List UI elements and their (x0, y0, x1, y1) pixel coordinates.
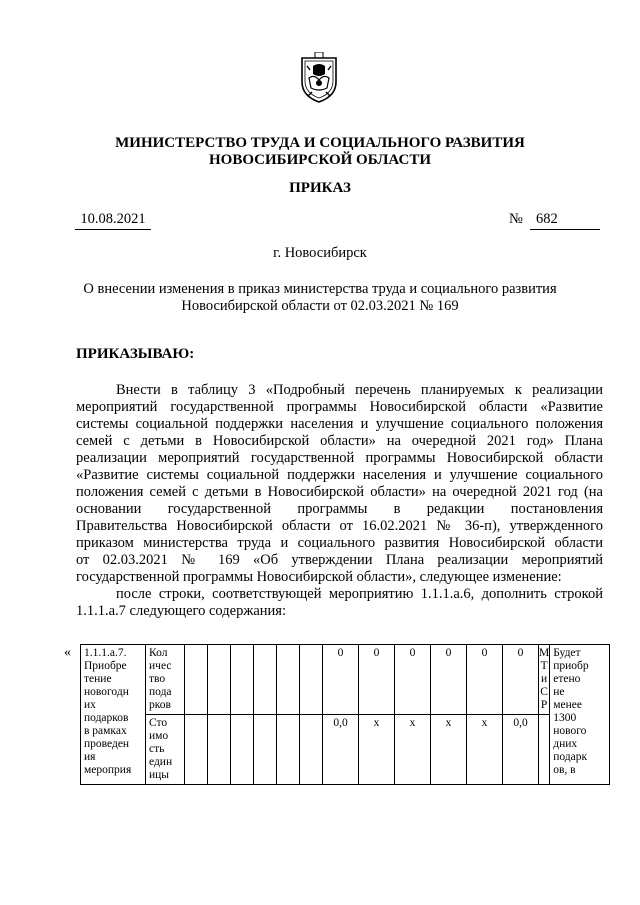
body-line: реализации мероприятий государственной программы Новосибирской области (76, 450, 603, 466)
indicator-cell: Кол ичес тво пода рков (146, 645, 185, 715)
value-cell: х (467, 715, 503, 785)
body-line: «Развитие системы социальной поддержки населения и улучшение социального (76, 467, 603, 483)
order-date: 10.08.2021 (75, 211, 151, 230)
empty-cell (208, 645, 231, 715)
value-cell: х (431, 715, 467, 785)
body-line: семей с детьми в Новосибирской области» на очередной 2021 год» Плана (76, 433, 603, 449)
body-line: государственной программы Новосибирской области», следующее изменение: (76, 569, 562, 585)
table-row (81, 645, 610, 715)
decree-word: ПРИКАЗЫВАЮ: (76, 346, 195, 362)
value-cell: 0 (467, 645, 503, 715)
empty-cell (185, 715, 208, 785)
table-row (81, 715, 610, 785)
value-cell: 0 (323, 645, 359, 715)
body-line: 1.1.1.а.7 следующего содержания: (76, 603, 287, 619)
executor-cell: М Т и С Р (539, 645, 550, 715)
body-line: основании государственной программы в редакции постановления (76, 501, 603, 517)
body-line: Правительства Новосибирской области от 16.02.2021 № 36-п), утвержденного (76, 518, 603, 534)
measure-name-cell: 1.1.1.а.7. Приобре тение новогодн их подарков в рамках проведен ия мероприя (81, 645, 146, 785)
value-cell: 0 (503, 645, 539, 715)
empty-cell (300, 645, 323, 715)
body-line: мероприятий государственной программы Новосибирской области «Развитие (76, 399, 603, 415)
body-line: от 02.03.2021 № 169 «Об утверждении Плана реализации мероприятий (76, 552, 603, 568)
empty-cell (539, 715, 550, 785)
indicator-cell: Сто имо сть един ицы (146, 715, 185, 785)
value-cell: х (359, 715, 395, 785)
city: г. Новосибирск (273, 245, 367, 261)
value-cell: 0,0 (503, 715, 539, 785)
document-type: ПРИКАЗ (289, 180, 351, 196)
subject-line2: Новосибирской области от 02.03.2021 № 169 (181, 298, 459, 314)
value-cell: 0 (431, 645, 467, 715)
empty-cell (208, 715, 231, 785)
body-line: после строки, соответствующей мероприятию 1.1.1.а.6, дополнить строкой (116, 586, 603, 602)
coat-of-arms-emblem (298, 52, 340, 104)
subject-line1: О внесении изменения в приказ министерства труда и социального развития (83, 281, 557, 297)
number-sign: № (509, 211, 523, 227)
value-cell: 0,0 (323, 715, 359, 785)
ministry-name-line1: МИНИСТЕРСТВО ТРУДА И СОЦИАЛЬНОГО РАЗВИТИЯ (115, 135, 525, 151)
empty-cell (277, 715, 300, 785)
ministry-name-line2: НОВОСИБИРСКОЙ ОБЛАСТИ (208, 152, 432, 168)
empty-cell (231, 715, 254, 785)
table-open-quote: « (64, 645, 71, 660)
empty-cell (231, 645, 254, 715)
order-number: 682 (530, 211, 600, 230)
body-line: положения семей с детьми в Новосибирской области» на очередной 2021 год (на (76, 484, 603, 500)
result-cell: Будет приобр етено не менее 1300 нового дних подарк ов, в (550, 645, 610, 785)
empty-cell (254, 715, 277, 785)
empty-cell (277, 645, 300, 715)
value-cell: х (395, 715, 431, 785)
empty-cell (185, 645, 208, 715)
body-line: приказом министерства труда и социального развития Новосибирской области (76, 535, 603, 551)
body-line: Внести в таблицу 3 «Подробный перечень планируемых к реализации (116, 382, 603, 398)
value-cell: 0 (359, 645, 395, 715)
empty-cell (254, 645, 277, 715)
body-line: системы социальной поддержки населения и улучшение социального положения (76, 416, 603, 432)
empty-cell (300, 715, 323, 785)
body-paragraph (76, 382, 603, 620)
measure-table (80, 644, 610, 785)
value-cell: 0 (395, 645, 431, 715)
